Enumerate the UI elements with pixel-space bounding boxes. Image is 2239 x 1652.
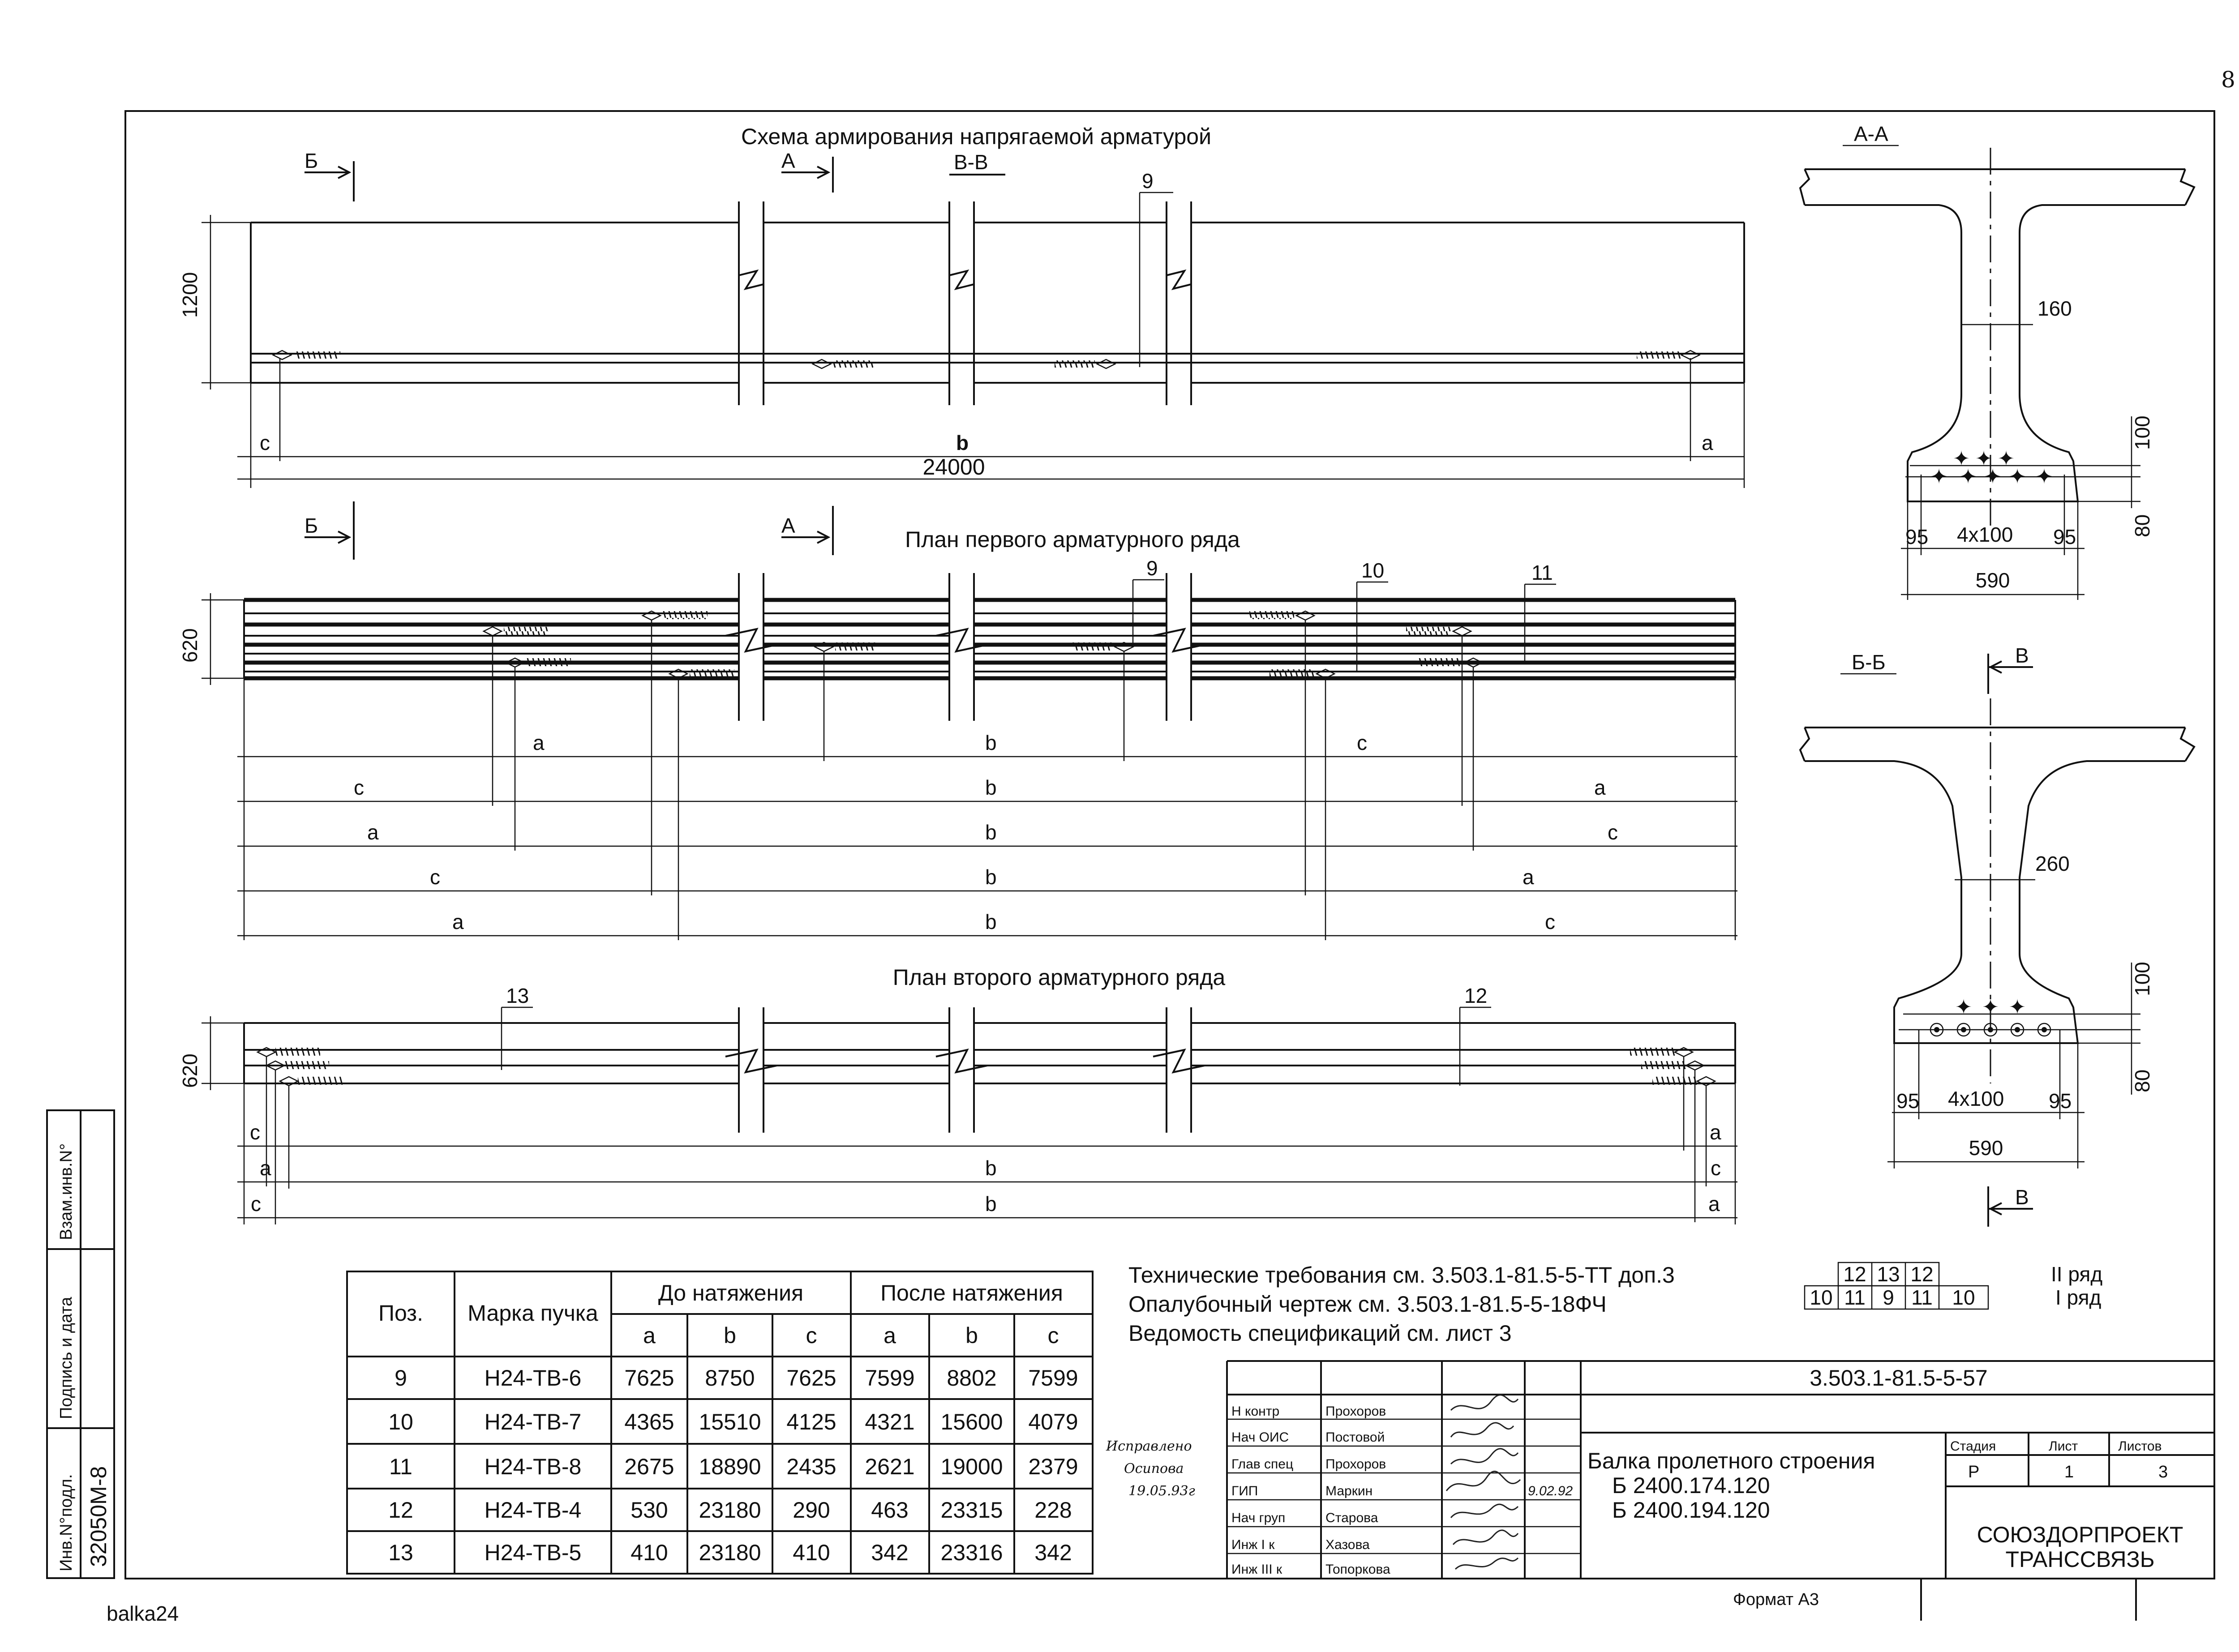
plan1-cut-b: Б [305, 514, 318, 537]
svg-text:✦: ✦ [1982, 995, 1999, 1019]
row-value: 4365 [624, 1409, 674, 1434]
handwritten-line-2: Осипова [1124, 1461, 1184, 1477]
legend-row2-cell-2: 13 [1877, 1263, 1900, 1286]
bb-cut-v-bottom: В [2015, 1186, 2029, 1209]
bb-cut-v-top: В [2015, 644, 2029, 667]
tb-format: Формат А3 [1733, 1590, 1819, 1609]
row-pos: 12 [388, 1498, 413, 1523]
tb-role: Глав спец [1231, 1457, 1294, 1472]
section-bb [1800, 644, 2194, 1227]
th-col-c2: c [1047, 1323, 1059, 1348]
file-label: balka24 [107, 1602, 179, 1625]
tb-role: Нач ОИС [1231, 1430, 1289, 1445]
legend-row2-label: II ряд [2051, 1263, 2103, 1286]
svg-text:✦: ✦ [1955, 995, 1973, 1019]
tb-sheets-label: Листов [2118, 1439, 2162, 1454]
scheme-title: Схема армирования напрягаемой арматурой [741, 124, 1211, 149]
plan2-r3-c: c [251, 1192, 261, 1215]
th-col-a2: a [884, 1323, 896, 1348]
row-value: 530 [631, 1498, 668, 1523]
tb-name: Маркин [1325, 1484, 1373, 1498]
legend-row1-cell-4: 11 [1911, 1286, 1933, 1309]
row-mark: Н24-ТВ-5 [484, 1540, 582, 1565]
tb-sheet-label: Лист [2049, 1439, 2078, 1454]
svg-text:✦: ✦ [1930, 465, 1948, 488]
row-value: 19000 [940, 1454, 1003, 1479]
legend-row2-cell-3: 12 [1910, 1263, 1934, 1286]
cut-b-label: Б [305, 149, 318, 172]
plan1-r1-a: a [533, 731, 545, 754]
bb-web-dim: 260 [2035, 852, 2070, 875]
row-value: 410 [793, 1540, 830, 1565]
plan1-r5-a: a [452, 910, 464, 933]
svg-text:✦: ✦ [1997, 447, 2015, 470]
tb-role: ГИП [1231, 1484, 1258, 1498]
row-value: 23180 [699, 1498, 761, 1523]
svg-text:✦: ✦ [1984, 465, 2002, 488]
scheme-label-a: a [1702, 431, 1713, 454]
stamp-inv-number: 32050М-8 [86, 1466, 111, 1567]
tb-name: Прохоров [1325, 1457, 1386, 1472]
plan1-r3-b: b [985, 821, 997, 844]
plan2-r2-b: b [985, 1156, 997, 1180]
row-value: 7625 [624, 1365, 674, 1391]
scheme-label-c: c [260, 431, 270, 454]
tb-name-line1: Балка пролетного строения [1587, 1448, 1875, 1473]
plan2-r2-c: c [1711, 1156, 1721, 1180]
plan2-r3-b: b [985, 1192, 997, 1215]
plan1-r4-b: b [985, 865, 997, 889]
tb-role: Инж I к [1231, 1537, 1275, 1552]
row-value: 4125 [786, 1409, 836, 1434]
plan1-r3-a: a [367, 821, 379, 844]
handwritten-line-1: Исправлено [1106, 1438, 1192, 1454]
row-value: 2675 [624, 1454, 674, 1479]
tb-stage-label: Стадия [1950, 1439, 1996, 1454]
signatures [1446, 1395, 1520, 1569]
svg-text:✦: ✦ [1959, 465, 1977, 488]
tb-stage: Р [1968, 1463, 1980, 1481]
stamp-inv-podl: Инв.N°подл. [57, 1474, 76, 1571]
plan2-pos-13: 13 [506, 984, 529, 1007]
title-block [1227, 1361, 2214, 1621]
tb-name: Топоркова [1325, 1562, 1390, 1577]
page-number: 8 [2221, 67, 2235, 93]
row-value: 2621 [865, 1454, 915, 1479]
bb-dim-80: 80 [2131, 1069, 2154, 1092]
tb-doc-code: 3.503.1-81.5-5-57 [1810, 1365, 1988, 1391]
th-col-a1: a [643, 1323, 656, 1348]
legend-row2-cell-1: 12 [1843, 1263, 1866, 1286]
bb-dim-4x100: 4x100 [1948, 1087, 2004, 1110]
plan1-r5-b: b [985, 910, 997, 933]
plan2-r2-a: a [260, 1156, 271, 1180]
bb-dim-95-right: 95 [2049, 1089, 2072, 1113]
row-value: 290 [793, 1498, 830, 1523]
technical-notes [1128, 1263, 1675, 1346]
row-value: 7599 [1028, 1365, 1078, 1391]
svg-text:✦: ✦ [2008, 995, 2026, 1019]
legend-row1-cell-2: 11 [1844, 1286, 1866, 1309]
plan1-r1-b: b [985, 731, 997, 754]
sheet-frame [125, 111, 2214, 1579]
plan1-r2-b: b [985, 776, 997, 799]
plan1-cut-a: А [781, 514, 795, 537]
row-value: 4079 [1028, 1409, 1078, 1434]
bb-dim-95-left: 95 [1896, 1089, 1920, 1113]
th-mark: Марка пучка [468, 1301, 598, 1326]
bb-dim-590: 590 [1969, 1136, 2003, 1160]
svg-text:✦: ✦ [2008, 465, 2026, 488]
plan1-r2-a: a [1594, 776, 1606, 799]
row-value: 228 [1034, 1498, 1072, 1523]
row-mark: Н24-ТВ-6 [484, 1365, 582, 1391]
plan1-pos-11: 11 [1531, 561, 1553, 584]
cut-a-label: А [781, 149, 795, 172]
th-col-b2: b [965, 1323, 978, 1348]
th-pos: Поз. [378, 1301, 423, 1326]
plan1-height-dim: 620 [178, 628, 202, 663]
row-value: 18890 [699, 1454, 761, 1479]
plan1-r4-a: a [1523, 865, 1534, 889]
tb-role: Нач груп [1231, 1511, 1286, 1525]
row-value: 463 [871, 1498, 909, 1523]
row-value: 15510 [699, 1409, 761, 1434]
plan2-r1-a: a [1710, 1121, 1721, 1144]
plan1-r5-c: c [1545, 910, 1555, 933]
section-aa-title: А-А [1854, 122, 1888, 146]
th-col-c1: c [806, 1323, 817, 1348]
row-pos: 10 [388, 1409, 413, 1434]
note-1: Технические требования см. 3.503.1-81.5-5-ТТ доп.3 [1128, 1263, 1675, 1288]
aa-dim-95-right: 95 [2053, 525, 2076, 548]
stamp-sign-date: Подпись и дата [57, 1297, 76, 1419]
row-value: 8750 [705, 1365, 755, 1391]
svg-text:✦: ✦ [2035, 465, 2053, 488]
tb-sign-date: 9.02.92 [1528, 1484, 1573, 1498]
tb-org2: ТРАНССВЯЗЬ [2005, 1547, 2155, 1572]
plan1-r2-c: c [354, 776, 364, 799]
th-col-b1: b [724, 1323, 736, 1348]
cut-vv-label: В-В [954, 150, 988, 174]
stamp-inv-zam: Взам.инв.N° [57, 1143, 76, 1240]
row-value: 342 [1034, 1540, 1072, 1565]
row-pos: 9 [395, 1365, 407, 1391]
row-pos: 11 [389, 1454, 412, 1479]
row-mark: Н24-ТВ-8 [484, 1454, 582, 1479]
legend-row1-label: I ряд [2055, 1286, 2102, 1309]
note-3: Ведомость спецификаций см. лист 3 [1128, 1321, 1512, 1346]
plan1-title: План первого арматурного ряда [905, 527, 1240, 552]
tb-sheets: 3 [2158, 1463, 2168, 1481]
section-bb-title: Б-Б [1852, 651, 1886, 674]
th-before: До натяжения [658, 1280, 804, 1305]
scheme-height-dim: 1200 [178, 272, 202, 318]
tb-name-line3: Б 2400.194.120 [1612, 1498, 1770, 1523]
tb-name: Прохоров [1325, 1404, 1386, 1419]
row-pos: 13 [388, 1540, 413, 1565]
aa-dim-590: 590 [1975, 569, 2010, 592]
aa-web-dim: 160 [2037, 297, 2072, 320]
aa-dim-80: 80 [2131, 514, 2154, 537]
aa-dim-95-left: 95 [1905, 525, 1929, 548]
row-value: 7599 [865, 1365, 915, 1391]
tb-sheet: 1 [2064, 1463, 2074, 1481]
tb-role: Н контр [1231, 1404, 1280, 1419]
legend-row1-cell-5: 10 [1952, 1286, 1975, 1309]
bb-dim-100: 100 [2131, 962, 2154, 996]
tb-name: Хазова [1325, 1537, 1370, 1552]
handwritten-line-3: 19.05.93г [1128, 1483, 1195, 1499]
svg-text:✦: ✦ [1952, 447, 1970, 470]
plan1-r4-c: c [430, 865, 440, 889]
row-value: 23180 [699, 1540, 761, 1565]
plan-second-row [178, 965, 1737, 1224]
tb-org1: СОЮЗДОРПРОЕКТ [1977, 1522, 2183, 1547]
th-after: После натяжения [880, 1280, 1063, 1305]
plan2-title: План второго арматурного ряда [892, 965, 1226, 990]
plan2-r1-c: c [250, 1121, 260, 1144]
aa-dim-100: 100 [2131, 415, 2154, 450]
row-value: 7625 [786, 1365, 836, 1391]
legend-row1-cell-3: 9 [1883, 1286, 1894, 1309]
rows-legend [1805, 1263, 2102, 1309]
row-value: 15600 [940, 1409, 1003, 1434]
row-value: 342 [871, 1540, 909, 1565]
plan2-height-dim: 620 [178, 1053, 202, 1088]
plan2-r3-a: a [1708, 1192, 1720, 1215]
row-value: 23315 [940, 1498, 1003, 1523]
handwritten-correction [1106, 1438, 1195, 1499]
side-stamp [47, 1110, 114, 1578]
aa-dim-4x100: 4x100 [1957, 523, 2013, 546]
row-value: 410 [631, 1540, 668, 1565]
section-aa [1800, 122, 2194, 600]
plan1-pos-9: 9 [1146, 556, 1158, 580]
svg-text:✦: ✦ [1975, 447, 1993, 470]
plan1-r1-c: c [1357, 731, 1367, 754]
tendon-table [347, 1271, 1093, 1574]
plan1-r3-c: c [1608, 821, 1618, 844]
section-aa-strands [1930, 447, 2053, 488]
tb-name-line2: Б 2400.174.120 [1612, 1473, 1770, 1498]
plan1-pos-10: 10 [1361, 559, 1385, 582]
scheme-pos-9: 9 [1142, 169, 1154, 193]
row-value: 8802 [947, 1365, 997, 1391]
plan2-pos-12: 12 [1464, 984, 1488, 1007]
row-value: 4321 [865, 1409, 915, 1434]
scheme-length-dim: 24000 [922, 454, 985, 479]
tb-role: Инж III к [1231, 1562, 1282, 1577]
scheme-label-b: b [956, 431, 969, 454]
row-mark: Н24-ТВ-7 [484, 1409, 582, 1434]
row-mark: Н24-ТВ-4 [484, 1498, 582, 1523]
scheme-elevation [178, 124, 1744, 488]
tb-name: Старова [1325, 1511, 1378, 1525]
plan-first-row [178, 501, 1737, 940]
row-value: 2379 [1028, 1454, 1078, 1479]
row-value: 2435 [786, 1454, 836, 1479]
row-value: 23316 [940, 1540, 1003, 1565]
legend-row1-cell-1: 10 [1810, 1286, 1833, 1309]
tb-name: Постовой [1325, 1430, 1385, 1445]
note-2: Опалубочный чертеж см. 3.503.1-81.5-5-18ФЧ [1128, 1292, 1607, 1317]
